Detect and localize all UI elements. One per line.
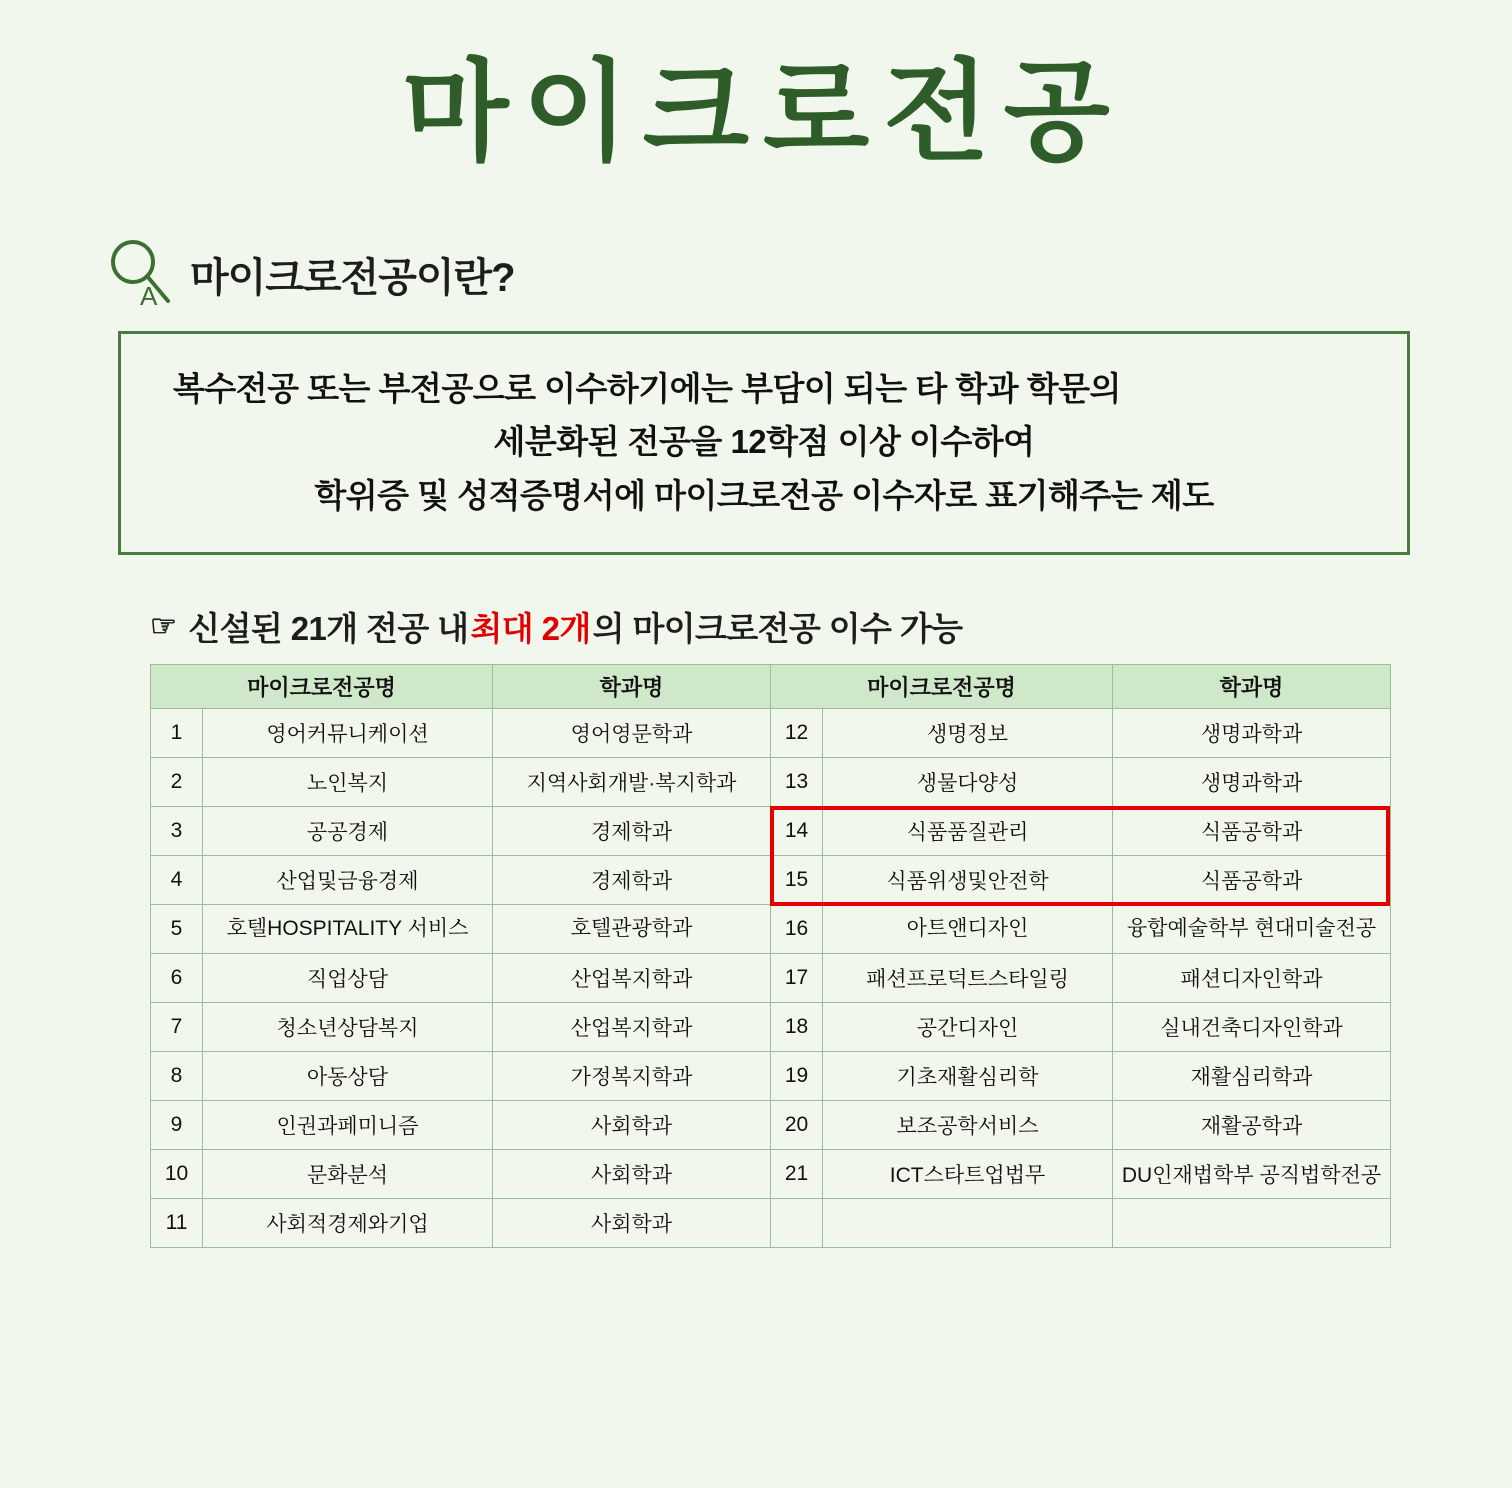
table-header-row (151, 665, 1391, 709)
table-row (151, 856, 1391, 905)
definition-line-2: 세분화된 전공을 12학점 이상 이수하여 (493, 423, 1035, 461)
row-number: 17 (771, 954, 823, 1003)
row-dept: 생명과학과 (1113, 758, 1391, 807)
row-number: 21 (771, 1150, 823, 1199)
row-number: 2 (151, 758, 203, 807)
table-row (151, 954, 1391, 1003)
table-row (151, 1003, 1391, 1052)
table-row (151, 709, 1391, 758)
row-number: 20 (771, 1101, 823, 1150)
row-dept: 영어영문학과 (493, 709, 771, 758)
header-major-right: 마이크로전공명 (771, 665, 1113, 709)
row-major: 공공경제 (203, 807, 493, 856)
table-row (151, 807, 1391, 856)
header-major-left: 마이크로전공명 (151, 665, 493, 709)
header-dept-right: 학과명 (1113, 665, 1391, 709)
row-dept: DU인재법학부 공직법학전공 (1113, 1150, 1391, 1199)
row-number: 1 (151, 709, 203, 758)
definition-line-3: 학위증 및 성적증명서에 마이크로전공 이수자로 표기해주는 제도 (314, 476, 1214, 514)
row-number: 4 (151, 856, 203, 905)
row-dept: 융합예술학부 현대미술전공 (1113, 905, 1391, 954)
pointing-hand-icon: ☞ (150, 610, 177, 644)
row-number: 15 (771, 856, 823, 905)
section-title: 마이크로전공이란? (190, 255, 515, 300)
majors-table (150, 664, 1391, 1248)
note-highlight: 최대 2개 (470, 610, 591, 648)
row-number-empty (771, 1199, 823, 1248)
row-major: 사회적경제와기업 (203, 1199, 493, 1248)
definition-line-1: 복수전공 또는 부전공으로 이수하기에는 부담이 되는 타 학과 학문의 (173, 370, 1121, 407)
row-dept: 재활심리학과 (1113, 1052, 1391, 1101)
row-number: 9 (151, 1101, 203, 1150)
row-major: 보조공학서비스 (823, 1101, 1113, 1150)
row-dept: 식품공학과 (1113, 807, 1391, 856)
table-row (151, 1052, 1391, 1101)
row-number: 5 (151, 905, 203, 954)
row-number: 11 (151, 1199, 203, 1248)
row-major: 식품품질관리 (823, 807, 1113, 856)
row-major: 아동상담 (203, 1052, 493, 1101)
row-dept: 재활공학과 (1113, 1101, 1391, 1150)
row-number: 3 (151, 807, 203, 856)
table-row (151, 905, 1391, 954)
section-heading (102, 235, 1512, 313)
majors-table-wrap (150, 664, 1390, 1248)
row-number: 18 (771, 1003, 823, 1052)
row-dept: 사회학과 (493, 1150, 771, 1199)
row-major: 청소년상담복지 (203, 1003, 493, 1052)
row-dept: 호텔관광학과 (493, 905, 771, 954)
row-dept: 경제학과 (493, 856, 771, 905)
row-major: 생명정보 (823, 709, 1113, 758)
row-dept: 경제학과 (493, 807, 771, 856)
row-dept: 가정복지학과 (493, 1052, 771, 1101)
row-dept: 지역사회개발·복지학과 (493, 758, 771, 807)
note-suffix: 의 마이크로전공 이수 가능 (592, 610, 963, 648)
definition-box (118, 331, 1410, 555)
row-number: 16 (771, 905, 823, 954)
row-number: 10 (151, 1150, 203, 1199)
table-row (151, 758, 1391, 807)
row-dept: 실내건축디자인학과 (1113, 1003, 1391, 1052)
row-major: 식품위생및안전학 (823, 856, 1113, 905)
row-dept: 패션디자인학과 (1113, 954, 1391, 1003)
row-dept: 사회학과 (493, 1199, 771, 1248)
table-row (151, 1150, 1391, 1199)
row-major: 공간디자인 (823, 1003, 1113, 1052)
magnifier-icon (102, 235, 180, 313)
note-prefix: 신설된 21개 전공 내 (188, 610, 469, 648)
row-major: 호텔HOSPITALITY 서비스 (203, 905, 493, 954)
header-dept-left: 학과명 (493, 665, 771, 709)
row-major: 산업및금융경제 (203, 856, 493, 905)
row-major: 문화분석 (203, 1150, 493, 1199)
row-major: ICT스타트업법무 (823, 1150, 1113, 1199)
row-major: 영어커뮤니케이션 (203, 709, 493, 758)
row-dept: 산업복지학과 (493, 954, 771, 1003)
row-major-empty (823, 1199, 1113, 1248)
row-number: 8 (151, 1052, 203, 1101)
row-major: 직업상담 (203, 954, 493, 1003)
row-major: 인권과페미니즘 (203, 1101, 493, 1150)
table-row (151, 1101, 1391, 1150)
row-dept: 생명과학과 (1113, 709, 1391, 758)
row-major: 아트앤디자인 (823, 905, 1113, 954)
row-major: 생물다양성 (823, 758, 1113, 807)
row-major: 노인복지 (203, 758, 493, 807)
table-row (151, 1199, 1391, 1248)
row-number: 6 (151, 954, 203, 1003)
row-dept: 산업복지학과 (493, 1003, 771, 1052)
row-dept: 식품공학과 (1113, 856, 1391, 905)
note-line (150, 603, 1512, 650)
row-number: 14 (771, 807, 823, 856)
row-major: 패션프로덕트스타일링 (823, 954, 1113, 1003)
row-major: 기초재활심리학 (823, 1052, 1113, 1101)
row-dept-empty (1113, 1199, 1391, 1248)
row-number: 7 (151, 1003, 203, 1052)
row-dept: 사회학과 (493, 1101, 771, 1150)
row-number: 19 (771, 1052, 823, 1101)
svg-text:A: A (140, 281, 158, 311)
page-title: 마이크로전공 (402, 51, 1124, 174)
row-number: 13 (771, 758, 823, 807)
row-number: 12 (771, 709, 823, 758)
